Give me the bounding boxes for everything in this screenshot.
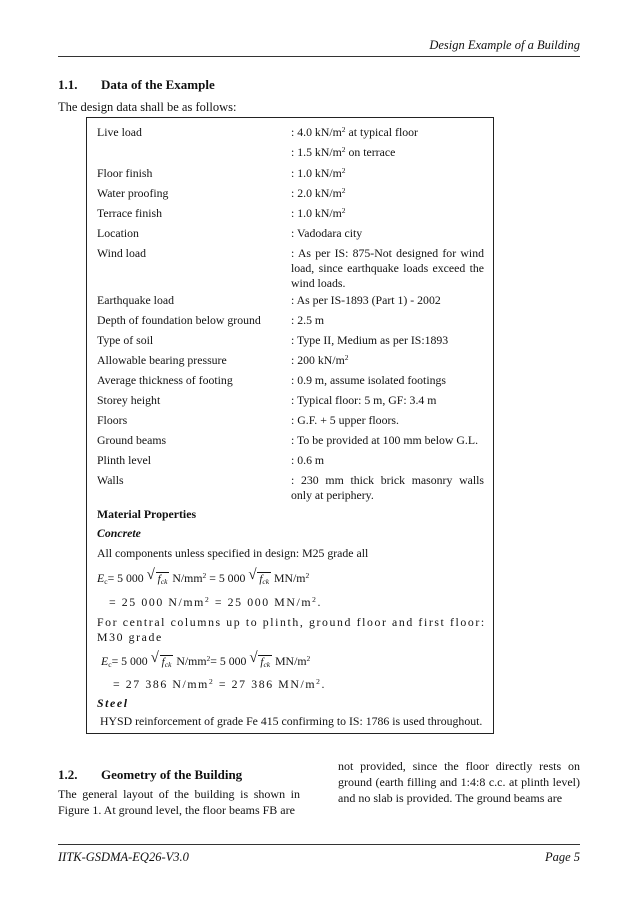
data-row-label: Earthquake load [97, 293, 174, 307]
concrete-note: All components unless specified in design: M25 grade all [97, 546, 369, 560]
section-1-2-left-text: The general layout of the building is shown in Figure 1. At ground level, the floor beams FB are [58, 787, 300, 817]
data-row-label: Allowable bearing pressure [97, 353, 227, 367]
value-text: : Type II, Medium as per IS:1893 [291, 333, 449, 347]
m30-note: For central columns up to plinth, ground floor and first floor: M30 grade [97, 615, 486, 644]
unit-sup: 2 [344, 353, 349, 362]
ec-coefficient-2: = 5 000 [209, 571, 246, 585]
data-row-value [291, 473, 484, 503]
data-row-value [291, 166, 484, 181]
ec-result-value-mn: = 25 000 MN/m [210, 595, 313, 609]
ec-coefficient: = 5 000 [107, 571, 144, 585]
sqrt-fck: √ $f_{ck}$ [146, 567, 168, 586]
value-suffix: on terrace [345, 145, 396, 159]
section-1-2-right-text: not provided, since the floor directly rests on ground (earth filling and 1:4:8 c.c. at plinth level) and no slab is provided. The ground beams are [338, 759, 580, 805]
ec-result-value: = 27 386 N/mm [113, 677, 209, 691]
data-row-label: Storey height [97, 393, 161, 407]
data-row-value [291, 313, 484, 328]
fck-subscript: ck [263, 660, 271, 669]
value-text: : 0.9 m, assume isolated footings [291, 373, 446, 387]
data-row-value [291, 413, 484, 428]
ec-formula-m25 [97, 567, 310, 586]
ec-result-m30 [113, 677, 326, 692]
fck-subscript: ck [160, 577, 168, 586]
data-row-label: Type of soil [97, 333, 154, 347]
ec-coefficient: = 5 000 [111, 654, 148, 668]
data-row-label: Average thickness of footing [97, 373, 233, 387]
unit-sup: 2 [202, 571, 207, 580]
fck-symbol: f [157, 573, 161, 585]
data-row-value [291, 373, 484, 388]
value-text: : G.F. + 5 upper floors. [291, 413, 399, 427]
section-title: Geometry of the Building [101, 767, 243, 782]
fck-symbol: f [260, 656, 264, 668]
data-row-label: Water proofing [97, 186, 169, 200]
material-properties-heading: Material Properties [97, 507, 197, 521]
unit-sup: 2 [341, 186, 346, 195]
value-text: : 230 mm thick brick masonry walls only at periphery. [291, 473, 484, 502]
unit-sup: 2 [341, 206, 346, 215]
data-row-value [291, 393, 484, 408]
header-divider [58, 56, 580, 57]
ec-result-m25 [109, 595, 322, 610]
data-row-label: Plinth level [97, 453, 152, 467]
data-row-value [291, 433, 484, 448]
data-row-label: Ground beams [97, 433, 167, 447]
data-row-label: Location [97, 226, 139, 240]
value-text: : As per IS-1893 (Part 1) - 2002 [291, 293, 441, 307]
data-row-value [291, 353, 484, 368]
data-row-value [291, 246, 484, 291]
ec-unit-nmm: N/mm [169, 571, 203, 585]
document-code: IITK-GSDMA-EQ26-V3.0 [58, 850, 189, 864]
data-row-value [291, 145, 484, 160]
ec-result-value: = 25 000 N/mm [109, 595, 205, 609]
data-row-value [291, 206, 484, 221]
value-text: : 1.0 kN/m [291, 166, 342, 180]
unit-sup: 2 [341, 166, 346, 175]
ec-subscript: c [108, 660, 112, 669]
value-text: : To be provided at 100 mm below G.L. [291, 433, 479, 447]
section-number: 1.2. [58, 767, 78, 782]
unit-sup: 2 [204, 595, 211, 604]
data-row-label: Wind load [97, 246, 146, 260]
data-row-label: Live load [97, 125, 142, 139]
data-row-label: Terrace finish [97, 206, 163, 220]
value-text: : 0.6 m [291, 453, 325, 467]
section-title: Data of the Example [101, 77, 215, 92]
data-row-value [291, 333, 484, 348]
ec-unit-mnm: MN/m [274, 571, 306, 585]
data-row-value [291, 186, 484, 201]
unit-sup: 2 [208, 677, 215, 686]
data-row-value [291, 125, 484, 140]
unit-sup: 2 [341, 145, 346, 154]
ec-coefficient-2: = 5 000 [210, 654, 247, 668]
steel-heading: Steel [97, 696, 129, 710]
section-heading-1-1 [58, 77, 215, 93]
data-row-value [291, 293, 484, 308]
unit-sup: 2 [306, 654, 311, 663]
ec-formula-m30 [101, 650, 311, 669]
data-row-value [291, 226, 484, 241]
unit-sup: 2 [316, 677, 322, 686]
steel-note: HYSD reinforcement of grade Fe 415 confirming to IS: 1786 is used throughout. [100, 714, 483, 728]
ec-symbol: E [101, 654, 109, 668]
value-text: : 2.0 kN/m [291, 186, 342, 200]
sqrt-fck-2: √ $f_{ck}$ [249, 650, 271, 669]
value-text: : 1.0 kN/m [291, 206, 342, 220]
unit-sup: 2 [305, 571, 310, 580]
period: . [317, 595, 323, 609]
concrete-heading: Concrete [97, 526, 141, 540]
unit-sup: 2 [341, 125, 346, 134]
value-suffix: at typical floor [345, 125, 418, 139]
value-text: : Vadodara city [291, 226, 363, 240]
data-row-label: Walls [97, 473, 124, 487]
data-row-label: Depth of foundation below ground [97, 313, 261, 327]
data-row-label: Floor finish [97, 166, 153, 180]
fck-subscript: ck [164, 660, 172, 669]
period: . [321, 677, 327, 691]
value-text: : 200 kN/m [291, 353, 345, 367]
ec-subscript: c [104, 577, 108, 586]
section-number: 1.1. [58, 77, 78, 92]
ec-unit-nmm: N/mm [173, 654, 207, 668]
unit-sup: 2 [312, 595, 318, 604]
section-intro: The design data shall be as follows: [58, 100, 237, 114]
value-text: : 2.5 m [291, 313, 325, 327]
ec-symbol: E [97, 571, 105, 585]
fck-symbol: f [259, 573, 263, 585]
value-text: : 1.5 kN/m [291, 145, 342, 159]
data-row-label: Floors [97, 413, 128, 427]
sqrt-fck: √ $f_{ck}$ [150, 650, 172, 669]
value-text: : Typical floor: 5 m, GF: 3.4 m [291, 393, 437, 407]
value-text: : As per IS: 875-Not designed for wind load, since earthquake loads exceed the wind loads. [291, 246, 484, 290]
unit-sup: 2 [206, 654, 211, 663]
footer-divider [58, 844, 580, 845]
fck-subscript: ck [262, 577, 270, 586]
sqrt-fck-2: √ $f_{ck}$ [248, 567, 270, 586]
page-number: Page 5 [544, 850, 580, 864]
section-heading-1-2 [58, 767, 242, 783]
running-header: Design Example of a Building [429, 38, 580, 52]
fck-symbol: f [161, 656, 165, 668]
ec-result-value-mn: = 27 386 MN/m [214, 677, 317, 691]
data-row-value [291, 453, 484, 468]
ec-unit-mnm: MN/m [275, 654, 307, 668]
value-text: : 4.0 kN/m [291, 125, 342, 139]
